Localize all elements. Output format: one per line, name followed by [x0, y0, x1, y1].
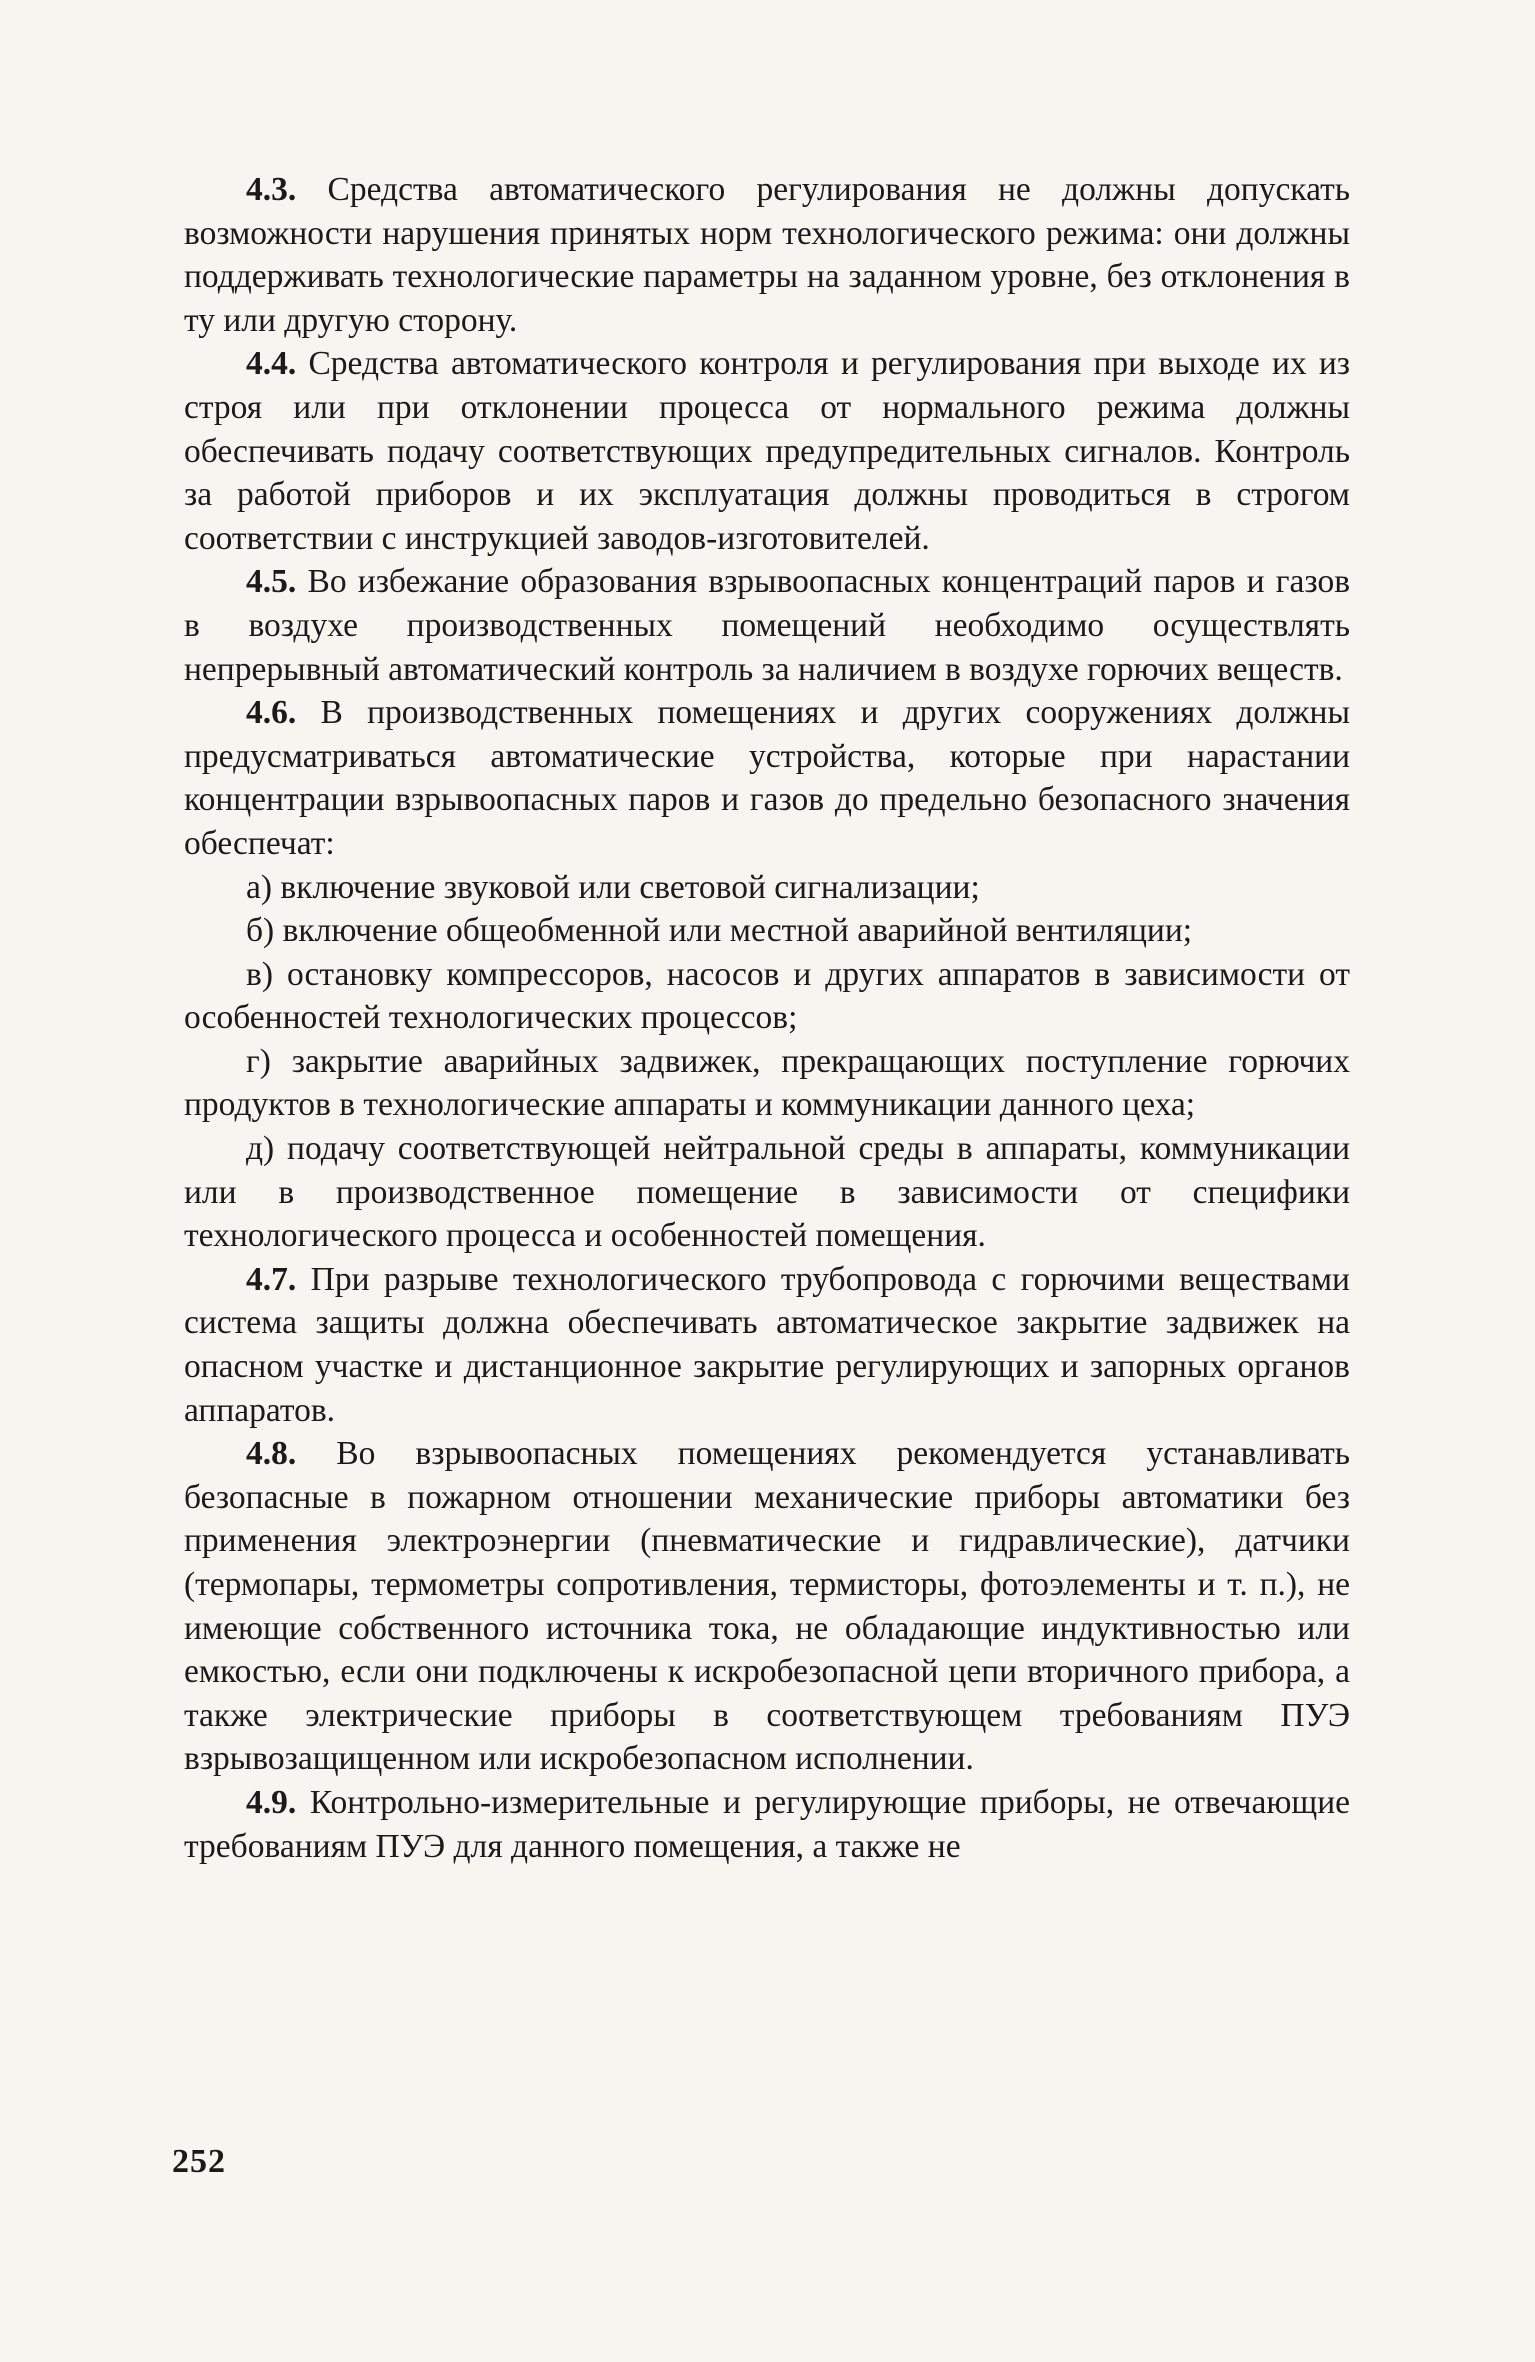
paragraph-4-3: [184, 168, 1350, 342]
paragraph-4-9: [184, 1781, 1350, 1868]
paragraph-text: Контрольно-измерительные и регулирующие приборы, не отвечающие требованиям ПУЭ для данного помещения, а также не: [184, 1783, 1350, 1865]
paragraph-number: 4.3.: [246, 171, 297, 208]
list-item-text: б) включение общеобменной или местной аварийной вентиляции;: [246, 912, 1193, 950]
paragraph-text: Во взрывоопасных помещениях рекомендуется устанавливать безопасные в пожарном отношении механические приборы автоматики без применения электроэнергии (пневматические и гидравлические), датчики (термопары, термометры сопротивления, термисторы, фотоэлементы и т. п.), не имеющие собственного источника тока, не обладающие индуктивностью или емкостью, если они подключены к искробезопасной цепи вторичного прибора, а также электрические приборы в соответствующем требованиям ПУЭ взрывозащищенном или искробезопасном исполнении.: [184, 1435, 1350, 1778]
paragraph-text: В производственных помещениях и других сооружениях должны предусматриваться автоматические устройства, которые при нарастании концентрации взрывоопасных паров и газов до предельно безопасного значения обеспечат:: [184, 694, 1350, 862]
paragraph-text: Средства автоматического контроля и регулирования при выходе их из строя или при отклонении процесса от нормального режима должны обеспечивать подачу соответствующих предупредительных сигналов. Контроль за работой приборов и их эксплуатация должны проводиться в строгом соответствии с инструкцией заводов-изготовителей.: [184, 345, 1350, 557]
paragraph-number: 4.7.: [246, 1260, 297, 1298]
list-item-b: [184, 909, 1350, 953]
list-item-a: [184, 866, 1350, 910]
list-item-v: [184, 953, 1350, 1040]
list-item-text: а) включение звуковой или световой сигнализации;: [246, 868, 980, 906]
paragraph-text: Средства автоматического регулирования не должны допускать возможности нарушения принятых норм технологического режима: они должны поддерживать технологические параметры на заданном уровне, без отклонения в ту или другую сторону.: [184, 171, 1350, 339]
list-item-text: д) подачу соответствующей нейтральной среды в аппараты, коммуникации или в производственное помещение в зависимости от специфики технологического процесса и особенностей помещения.: [184, 1130, 1350, 1255]
paragraph-number: 4.8.: [246, 1435, 297, 1473]
page-body: [184, 168, 1350, 1868]
page-number: 252: [172, 2143, 226, 2180]
paragraph-4-4: [184, 342, 1350, 560]
paragraph-4-6: [184, 691, 1350, 865]
paragraph-number: 4.4.: [246, 345, 297, 383]
list-item-d: [184, 1127, 1350, 1258]
list-item-text: в) остановку компрессоров, насосов и других аппаратов в зависимости от особенностей технологических процессов;: [184, 955, 1350, 1037]
list-item-text: г) закрытие аварийных задвижек, прекращающих поступление горючих продуктов в технологические аппараты и коммуникации данного цеха;: [184, 1042, 1350, 1124]
paragraph-4-5: [184, 560, 1350, 691]
paragraph-4-7: [184, 1258, 1350, 1432]
paragraph-4-8: [184, 1432, 1350, 1781]
paragraph-text: При разрыве технологического трубопровода с горючими веществами система защиты должна обеспечивать автоматическое закрытие задвижек на опасном участке и дистанционное закрытие регулирующих и запорных органов аппаратов.: [184, 1260, 1350, 1429]
list-item-g: [184, 1040, 1350, 1127]
paragraph-number: 4.6.: [246, 694, 297, 732]
paragraph-number: 4.5.: [246, 563, 297, 601]
paragraph-text: Во избежание образования взрывоопасных концентраций паров и газов в воздухе производственных помещений необходимо осуществлять непрерывный автоматический контроль за наличием в воздухе горючих веществ.: [184, 563, 1351, 688]
paragraph-number: 4.9.: [246, 1783, 297, 1821]
